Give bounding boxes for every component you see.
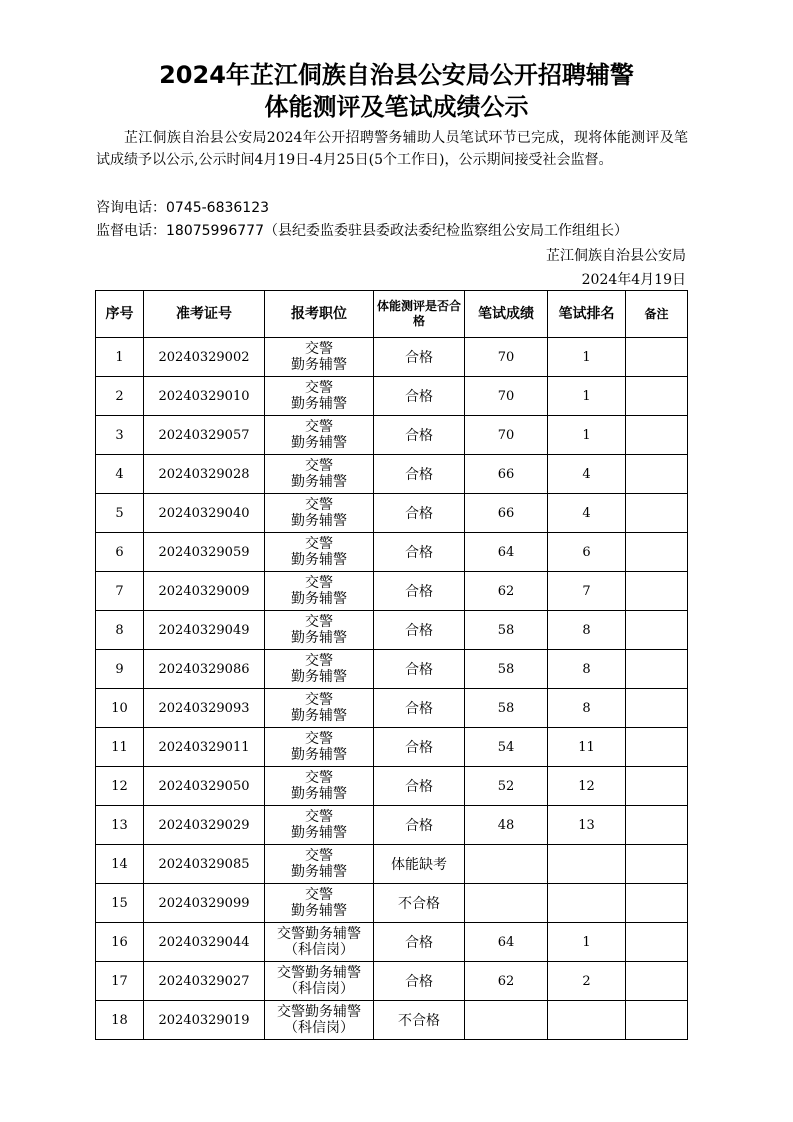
cell-position — [265, 689, 374, 728]
cell-fitness: 合格 — [374, 377, 465, 416]
cell-no: 2 — [96, 377, 144, 416]
table-row — [96, 650, 688, 689]
cell-note — [626, 845, 688, 884]
cell-exam-id: 20240329093 — [144, 689, 265, 728]
cell-rank: 1 — [548, 377, 626, 416]
position-line-1: 交警 — [305, 848, 333, 864]
cell-score: 64 — [465, 533, 548, 572]
cell-rank: 4 — [548, 455, 626, 494]
cell-score: 66 — [465, 494, 548, 533]
cell-rank: 6 — [548, 533, 626, 572]
position-line-1: 交警 — [305, 380, 333, 396]
position-line-2: 勤务辅警 — [291, 591, 347, 607]
table-row — [96, 1001, 688, 1040]
cell-note — [626, 1001, 688, 1040]
cell-exam-id: 20240329099 — [144, 884, 265, 923]
position-line-2: （科信岗） — [284, 1020, 354, 1036]
cell-position — [265, 377, 374, 416]
cell-no: 11 — [96, 728, 144, 767]
header-score: 笔试成绩 — [465, 291, 548, 338]
cell-rank: 7 — [548, 572, 626, 611]
cell-rank: 12 — [548, 767, 626, 806]
position-line-1: 交警 — [305, 341, 333, 357]
cell-position — [265, 611, 374, 650]
cell-rank: 13 — [548, 806, 626, 845]
cell-no: 14 — [96, 845, 144, 884]
cell-fitness: 合格 — [374, 728, 465, 767]
position-line-1: 交警 — [305, 887, 333, 903]
position-line-2: 勤务辅警 — [291, 786, 347, 802]
position-line-1: 交警勤务辅警 — [277, 926, 361, 942]
cell-rank: 2 — [548, 962, 626, 1001]
cell-exam-id: 20240329029 — [144, 806, 265, 845]
position-line-1: 交警 — [305, 497, 333, 513]
cell-note — [626, 377, 688, 416]
table-row — [96, 845, 688, 884]
position-line-1: 交警 — [305, 419, 333, 435]
cell-score: 48 — [465, 806, 548, 845]
cell-score — [465, 845, 548, 884]
cell-position — [265, 494, 374, 533]
cell-score — [465, 1001, 548, 1040]
cell-rank — [548, 845, 626, 884]
cell-fitness: 合格 — [374, 650, 465, 689]
position-line-2: 勤务辅警 — [291, 357, 347, 373]
cell-fitness: 合格 — [374, 338, 465, 377]
table-row — [96, 923, 688, 962]
position-line-2: 勤务辅警 — [291, 747, 347, 763]
cell-exam-id: 20240329057 — [144, 416, 265, 455]
cell-position — [265, 806, 374, 845]
cell-fitness: 合格 — [374, 611, 465, 650]
header-fitness: 体能测评是否合格 — [374, 291, 465, 338]
table-row — [96, 338, 688, 377]
cell-rank — [548, 1001, 626, 1040]
position-line-1: 交警 — [305, 458, 333, 474]
position-line-2: 勤务辅警 — [291, 396, 347, 412]
position-line-2: 勤务辅警 — [291, 903, 347, 919]
cell-fitness: 合格 — [374, 416, 465, 455]
cell-note — [626, 728, 688, 767]
position-line-1: 交警 — [305, 575, 333, 591]
position-line-2: 勤务辅警 — [291, 825, 347, 841]
cell-score: 58 — [465, 689, 548, 728]
cell-no: 13 — [96, 806, 144, 845]
cell-fitness: 不合格 — [374, 1001, 465, 1040]
cell-no: 4 — [96, 455, 144, 494]
cell-note — [626, 806, 688, 845]
cell-position — [265, 416, 374, 455]
cell-rank: 11 — [548, 728, 626, 767]
table-row — [96, 377, 688, 416]
cell-position — [265, 455, 374, 494]
header-note: 备注 — [626, 291, 688, 338]
cell-exam-id: 20240329009 — [144, 572, 265, 611]
cell-position — [265, 338, 374, 377]
consult-phone: 咨询电话：0745-6836123 — [96, 200, 270, 216]
cell-score: 70 — [465, 416, 548, 455]
cell-no: 12 — [96, 767, 144, 806]
position-line-2: 勤务辅警 — [291, 474, 347, 490]
position-line-1: 交警 — [305, 653, 333, 669]
cell-fitness: 合格 — [374, 572, 465, 611]
cell-fitness: 体能缺考 — [374, 845, 465, 884]
cell-position — [265, 533, 374, 572]
page-title-line-1: 2024年芷江侗族自治县公安局公开招聘辅警 — [159, 61, 634, 89]
cell-note — [626, 611, 688, 650]
position-line-1: 交警 — [305, 614, 333, 630]
cell-rank: 8 — [548, 689, 626, 728]
cell-note — [626, 962, 688, 1001]
cell-rank: 1 — [548, 923, 626, 962]
cell-no: 7 — [96, 572, 144, 611]
position-line-1: 交警 — [305, 692, 333, 708]
cell-score: 58 — [465, 611, 548, 650]
position-line-1: 交警 — [305, 731, 333, 747]
cell-fitness: 合格 — [374, 767, 465, 806]
cell-note — [626, 884, 688, 923]
signature-date: 2024年4月19日 — [581, 272, 686, 288]
intro-paragraph: 芷江侗族自治县公安局2024年公开招聘警务辅助人员笔试环节已完成，现将体能测评及笔试成绩予以公示,公示时间4月19日-4月25日(5个工作日)，公示期间接受社会监督。 — [96, 130, 688, 168]
cell-no: 16 — [96, 923, 144, 962]
cell-exam-id: 20240329019 — [144, 1001, 265, 1040]
cell-fitness: 合格 — [374, 494, 465, 533]
table-row — [96, 884, 688, 923]
cell-score: 70 — [465, 338, 548, 377]
table-row — [96, 962, 688, 1001]
position-line-2: 勤务辅警 — [291, 513, 347, 529]
table-row — [96, 494, 688, 533]
cell-rank: 1 — [548, 338, 626, 377]
cell-fitness: 合格 — [374, 455, 465, 494]
cell-no: 6 — [96, 533, 144, 572]
table-header-row — [96, 291, 688, 338]
table-row — [96, 767, 688, 806]
cell-rank: 8 — [548, 650, 626, 689]
cell-note — [626, 650, 688, 689]
position-line-1: 交警 — [305, 770, 333, 786]
position-line-2: 勤务辅警 — [291, 552, 347, 568]
cell-exam-id: 20240329040 — [144, 494, 265, 533]
table-row — [96, 572, 688, 611]
cell-note — [626, 455, 688, 494]
cell-note — [626, 533, 688, 572]
cell-score: 62 — [465, 572, 548, 611]
header-no: 序号 — [96, 291, 144, 338]
cell-note — [626, 689, 688, 728]
position-line-1: 交警 — [305, 809, 333, 825]
cell-position — [265, 962, 374, 1001]
position-line-2: 勤务辅警 — [291, 669, 347, 685]
cell-exam-id: 20240329059 — [144, 533, 265, 572]
position-line-1: 交警勤务辅警 — [277, 965, 361, 981]
cell-score: 62 — [465, 962, 548, 1001]
cell-note — [626, 494, 688, 533]
cell-position — [265, 1001, 374, 1040]
cell-no: 18 — [96, 1001, 144, 1040]
cell-rank: 1 — [548, 416, 626, 455]
cell-position — [265, 767, 374, 806]
cell-rank: 8 — [548, 611, 626, 650]
signature-org: 芷江侗族自治县公安局 — [546, 248, 686, 264]
table-row — [96, 689, 688, 728]
cell-exam-id: 20240329049 — [144, 611, 265, 650]
cell-note — [626, 572, 688, 611]
position-line-2: 勤务辅警 — [291, 435, 347, 451]
supervise-phone: 监督电话：18075996777（县纪委监委驻县委政法委纪检监察组公安局工作组组长） — [96, 223, 628, 239]
cell-note — [626, 767, 688, 806]
cell-no: 9 — [96, 650, 144, 689]
cell-exam-id: 20240329086 — [144, 650, 265, 689]
results-table — [95, 290, 688, 1040]
cell-position — [265, 572, 374, 611]
cell-note — [626, 923, 688, 962]
table-row — [96, 806, 688, 845]
cell-exam-id: 20240329010 — [144, 377, 265, 416]
cell-no: 15 — [96, 884, 144, 923]
cell-score: 66 — [465, 455, 548, 494]
cell-exam-id: 20240329085 — [144, 845, 265, 884]
header-rank: 笔试排名 — [548, 291, 626, 338]
cell-exam-id: 20240329027 — [144, 962, 265, 1001]
cell-exam-id: 20240329011 — [144, 728, 265, 767]
cell-no: 8 — [96, 611, 144, 650]
header-exam-id: 准考证号 — [144, 291, 265, 338]
cell-fitness: 合格 — [374, 533, 465, 572]
cell-fitness: 合格 — [374, 806, 465, 845]
header-position: 报考职位 — [265, 291, 374, 338]
table-row — [96, 533, 688, 572]
cell-score: 64 — [465, 923, 548, 962]
cell-score: 58 — [465, 650, 548, 689]
position-line-2: 勤务辅警 — [291, 864, 347, 880]
cell-no: 5 — [96, 494, 144, 533]
cell-position — [265, 728, 374, 767]
cell-fitness: 不合格 — [374, 884, 465, 923]
table-row — [96, 611, 688, 650]
page-title-line-2: 体能测评及笔试成绩公示 — [264, 93, 529, 121]
position-line-2: 勤务辅警 — [291, 708, 347, 724]
cell-position — [265, 884, 374, 923]
cell-no: 1 — [96, 338, 144, 377]
cell-position — [265, 923, 374, 962]
cell-position — [265, 650, 374, 689]
cell-exam-id: 20240329028 — [144, 455, 265, 494]
position-line-2: （科信岗） — [284, 942, 354, 958]
cell-score: 54 — [465, 728, 548, 767]
cell-position — [265, 845, 374, 884]
table-row — [96, 455, 688, 494]
cell-exam-id: 20240329002 — [144, 338, 265, 377]
cell-no: 10 — [96, 689, 144, 728]
position-line-1: 交警 — [305, 536, 333, 552]
cell-rank: 4 — [548, 494, 626, 533]
cell-rank — [548, 884, 626, 923]
cell-fitness: 合格 — [374, 923, 465, 962]
cell-score — [465, 884, 548, 923]
cell-score: 52 — [465, 767, 548, 806]
cell-note — [626, 338, 688, 377]
table-row — [96, 728, 688, 767]
table-row — [96, 416, 688, 455]
cell-note — [626, 416, 688, 455]
cell-no: 17 — [96, 962, 144, 1001]
cell-exam-id: 20240329050 — [144, 767, 265, 806]
cell-exam-id: 20240329044 — [144, 923, 265, 962]
position-line-1: 交警勤务辅警 — [277, 1004, 361, 1020]
cell-score: 70 — [465, 377, 548, 416]
cell-fitness: 合格 — [374, 689, 465, 728]
cell-fitness: 合格 — [374, 962, 465, 1001]
position-line-2: 勤务辅警 — [291, 630, 347, 646]
cell-no: 3 — [96, 416, 144, 455]
position-line-2: （科信岗） — [284, 981, 354, 997]
